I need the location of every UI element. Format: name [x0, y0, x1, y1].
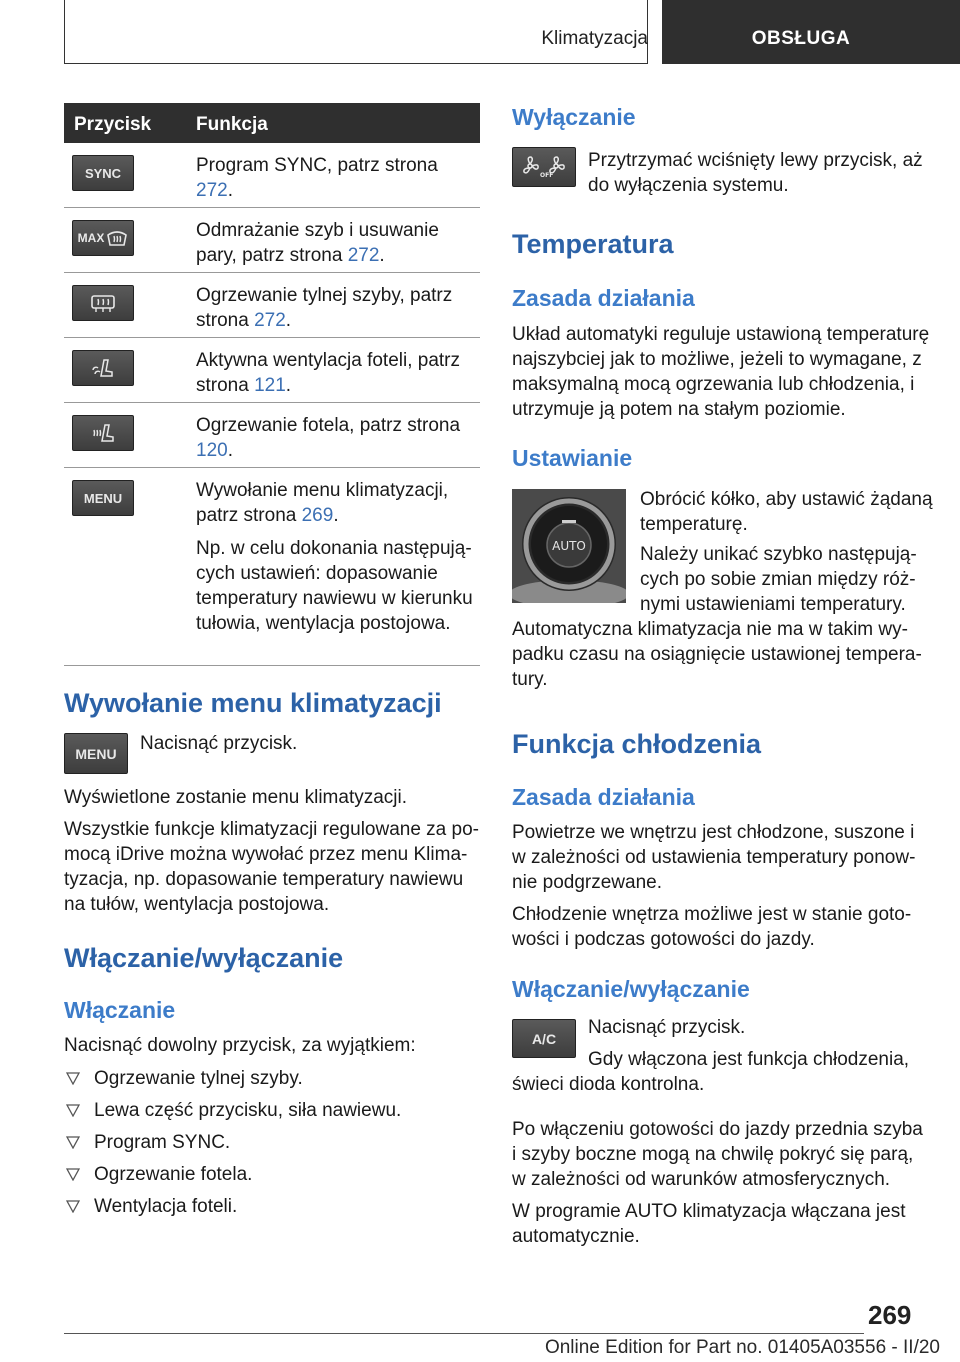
triangle-bullet-icon [66, 1072, 80, 1085]
page-link[interactable]: 269 [301, 505, 334, 526]
cooling-paragraph-4: Po włączeniu gotowości do jazdy przednia szyba i szyby boczne mogą na chwilę pokryć się parą, w zależności od warunków atmosferycznych. [512, 1119, 923, 1190]
table-header [64, 103, 480, 143]
table-row [64, 208, 480, 273]
menu-press-text: Nacisnąć przycisk. [140, 733, 298, 754]
page-link[interactable]: 272 [347, 245, 380, 266]
button-function-table [64, 103, 480, 666]
setting-text-3: Automatyczna klimatyzacja nie ma w takim wypadku czasu na osiągnięcie ustawionej temperatury. [512, 619, 922, 690]
column-header-button: Przycisk [74, 114, 152, 135]
column-header-function: Funkcja [196, 114, 268, 135]
menu-paragraph-2: Wszystkie funkcje klimatyzacji regulowane za pomocą iDrive można wywołać przez menu Klimatyzacja, np. dopasowanie temperatury nawiewu na tułów, wentylacja postojowa. [64, 819, 479, 915]
row-function: Wywołanie menu klimatyzacji, patrz strona 269. Np. w celu dokonania następujących ustawień: dopasowanie temperatury nawiewu w kierunku tułowia, wentylacja postojowa. [196, 468, 480, 646]
climate-knob-photo [512, 489, 626, 603]
page-link[interactable]: 121 [254, 375, 286, 396]
subheading-off: Wyłączanie [512, 104, 636, 130]
footer-divider [64, 1333, 864, 1334]
subheading-setting: Ustawianie [512, 445, 633, 471]
heading-temperature: Temperatura [512, 229, 674, 259]
max-defrost-button: MAX [72, 220, 134, 256]
subheading-on: Włączanie [64, 997, 176, 1023]
ac-press-text: Nacisnąć przycisk. [588, 1017, 746, 1038]
seat-heating-button [72, 415, 134, 451]
list-item: Ogrzewanie fotela. [64, 1162, 480, 1194]
page-link[interactable]: 272 [196, 180, 228, 201]
section-title: Klimatyzacja [541, 28, 648, 49]
windshield-defrost-icon [106, 229, 128, 247]
page-number: 269 [868, 1300, 912, 1330]
fan-off-button [512, 147, 576, 187]
setting-text-2: Należy unikać szybko następujących po sobie zmian między różnymi ustawieniami temperatury. [640, 544, 917, 615]
temperature-knob-image [512, 489, 626, 603]
rear-defrost-button [72, 285, 134, 321]
table-row [64, 338, 480, 403]
triangle-bullet-icon [66, 1168, 80, 1181]
page-link[interactable]: 120 [196, 440, 228, 461]
menu-button: MENU [72, 480, 134, 516]
menu-button: MENU [64, 733, 128, 774]
seat-heating-icon [90, 422, 116, 444]
cooling-paragraph-5: W programie AUTO klimatyzacja włączana jest automatycznie. [512, 1201, 906, 1247]
edition-footer: Online Edition for Part no. 01405A03556 - II/20 [544, 1337, 940, 1358]
list-item: Ogrzewanie tylnej szyby. [64, 1066, 480, 1098]
setting-text-1: Obrócić kółko, aby ustawić żądaną temperaturę. [640, 489, 933, 535]
ac-indicator-text: Gdy włączona jest funkcja chłodzenia, świeci dioda kontrolna. [512, 1049, 910, 1095]
row-function: Program SYNC, patrz strona 272. [196, 155, 438, 201]
ac-button: A/C [512, 1019, 576, 1058]
page-link[interactable]: 272 [254, 310, 286, 331]
subheading-cooling-onoff: Włączanie/wyłączanie [512, 976, 750, 1002]
off-text: Przytrzymać wciśnięty lewy przycisk, aż do wyłączenia systemu. [588, 150, 923, 196]
knob-auto-label: AUTO [552, 539, 586, 553]
on-intro: Nacisnąć dowolny przycisk, za wyjątkiem: [64, 1035, 416, 1056]
row-note: Np. w celu dokonania następujących ustawień: dopasowanie temperatury nawiewu w kierunku tułowia, wentylacja postojowa. [196, 538, 473, 634]
list-item: Program SYNC. [64, 1130, 480, 1162]
rear-defrost-icon [90, 293, 116, 313]
list-item: Wentylacja foteli. [64, 1194, 480, 1226]
table-row [64, 403, 480, 468]
row-function: Aktywna wentylacja foteli, patrz strona 121. [196, 350, 461, 396]
fan-off-icon [519, 154, 569, 180]
list-item: Lewa część przycisku, siła nawiewu. [64, 1098, 480, 1130]
cooling-paragraph-2: Chłodzenie wnętrza możliwe jest w stanie gotowości i podczas gotowości do jazdy. [512, 904, 912, 950]
table-row [64, 143, 480, 208]
temperature-principle: Układ automatyki reguluje ustawioną temperaturę najszybciej jak to możliwe, jeżeli to wymagane, z maksymalną mocą ogrzewania lub chłodzenia, i utrzymuje ją potem na stałym poziomie. [512, 324, 930, 420]
table-row [64, 273, 480, 338]
seat-ventilation-button [72, 350, 134, 386]
triangle-bullet-icon [66, 1200, 80, 1213]
table-row [64, 468, 480, 666]
sync-button: SYNC [72, 155, 134, 191]
exceptions-list [64, 1066, 480, 1226]
row-function: Ogrzewanie tylnej szyby, patrz strona 272. [196, 285, 453, 331]
menu-paragraph-1: Wyświetlone zostanie menu klimatyzacji. [64, 787, 408, 808]
seat-ventilation-icon [90, 357, 116, 379]
cooling-paragraph-1: Powietrze we wnętrzu jest chłodzone, suszone i w zależności od ustawienia temperatury ponownie podgrzewane. [512, 822, 916, 893]
chapter-title: OBSŁUGA [751, 28, 851, 49]
heading-cooling: Funkcja chłodzenia [512, 729, 762, 759]
triangle-bullet-icon [66, 1104, 80, 1117]
heading-on-off: Włączanie/wyłączanie [64, 943, 344, 973]
svg-text:OFF: OFF [540, 172, 554, 179]
subheading-principle: Zasada działania [512, 285, 695, 311]
triangle-bullet-icon [66, 1136, 80, 1149]
subheading-cooling-principle: Zasada działania [512, 784, 695, 810]
row-function: Ogrzewanie fotela, patrz strona 120. [196, 415, 461, 461]
row-function: Odmrażanie szyb i usuwanie pary, patrz strona 272. [196, 220, 439, 266]
heading-menu: Wywołanie menu klimatyzacji [64, 688, 442, 718]
